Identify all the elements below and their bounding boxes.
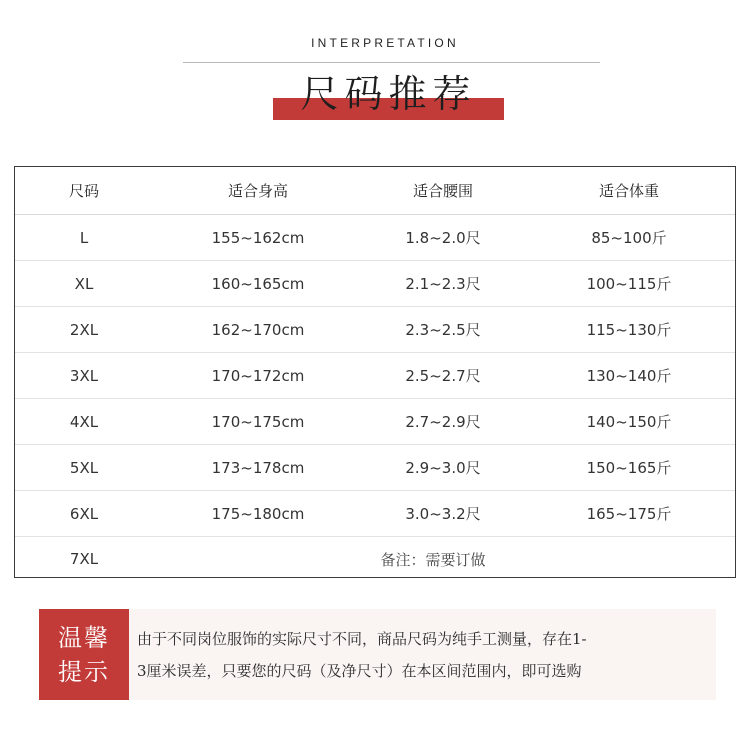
table-row-custom: [15, 537, 735, 581]
size-table: [14, 166, 736, 578]
page-title: 尺码推荐: [300, 72, 477, 116]
height-cell: 173~178cm: [211, 458, 305, 477]
size-cell: 6XL: [69, 504, 99, 523]
size-cell: XL: [74, 274, 94, 293]
weight-cell: 150~165斤: [586, 459, 672, 477]
height-cell: 160~165cm: [211, 274, 305, 293]
column-header-weight: 适合体重: [598, 182, 659, 200]
weight-cell: 140~150斤: [586, 413, 672, 431]
table-row: [15, 307, 735, 353]
size-cell: 5XL: [69, 458, 99, 477]
custom-order-note: 备注：需要订做: [380, 550, 486, 569]
table-row: [15, 215, 735, 261]
warm-tip-box: [39, 609, 716, 700]
waist-cell: 2.5~2.7尺: [405, 367, 481, 385]
table-row: [15, 399, 735, 445]
tip-text-line: 3厘米误差，只要您的尺码（及净尺寸）在本区间范围内，即可选购: [137, 662, 582, 680]
eyebrow-text: INTERPRETATION: [311, 36, 459, 50]
weight-cell: 100~115斤: [586, 275, 672, 293]
height-cell: 170~172cm: [211, 366, 305, 385]
height-cell: 170~175cm: [211, 412, 305, 431]
size-cell: L: [79, 228, 89, 247]
tip-text-line: 由于不同岗位服饰的实际尺寸不同，商品尺码为纯手工测量，存在1-: [137, 630, 587, 648]
weight-cell: 165~175斤: [586, 505, 672, 523]
waist-cell: 2.9~3.0尺: [405, 459, 481, 477]
tip-label: [39, 609, 129, 700]
weight-cell: 115~130斤: [586, 321, 672, 339]
weight-cell: 130~140斤: [586, 367, 672, 385]
size-cell: 7XL: [69, 550, 99, 568]
table-row: [15, 261, 735, 307]
tip-label-line: 温馨: [58, 623, 110, 652]
table-row: [15, 445, 735, 491]
waist-cell: 3.0~3.2尺: [405, 505, 481, 523]
size-cell: 4XL: [69, 412, 99, 431]
waist-cell: 2.1~2.3尺: [405, 275, 481, 293]
header-divider: [183, 62, 600, 63]
column-header-height: 适合身高: [227, 182, 288, 200]
waist-cell: 2.7~2.9尺: [405, 413, 481, 431]
size-cell: 2XL: [69, 320, 99, 339]
size-cell: 3XL: [69, 366, 99, 385]
table-row: [15, 491, 735, 537]
height-cell: 155~162cm: [211, 228, 305, 247]
column-header-waist: 适合腰围: [412, 182, 473, 200]
waist-cell: 2.3~2.5尺: [405, 321, 481, 339]
table-header: [15, 167, 735, 215]
waist-cell: 1.8~2.0尺: [405, 229, 481, 247]
weight-cell: 85~100斤: [591, 229, 667, 247]
tip-text: [129, 609, 716, 700]
height-cell: 175~180cm: [211, 504, 305, 523]
tip-label-line: 提示: [58, 657, 110, 686]
height-cell: 162~170cm: [211, 320, 305, 339]
table-row: [15, 353, 735, 399]
column-header-size: 尺码: [68, 182, 99, 200]
